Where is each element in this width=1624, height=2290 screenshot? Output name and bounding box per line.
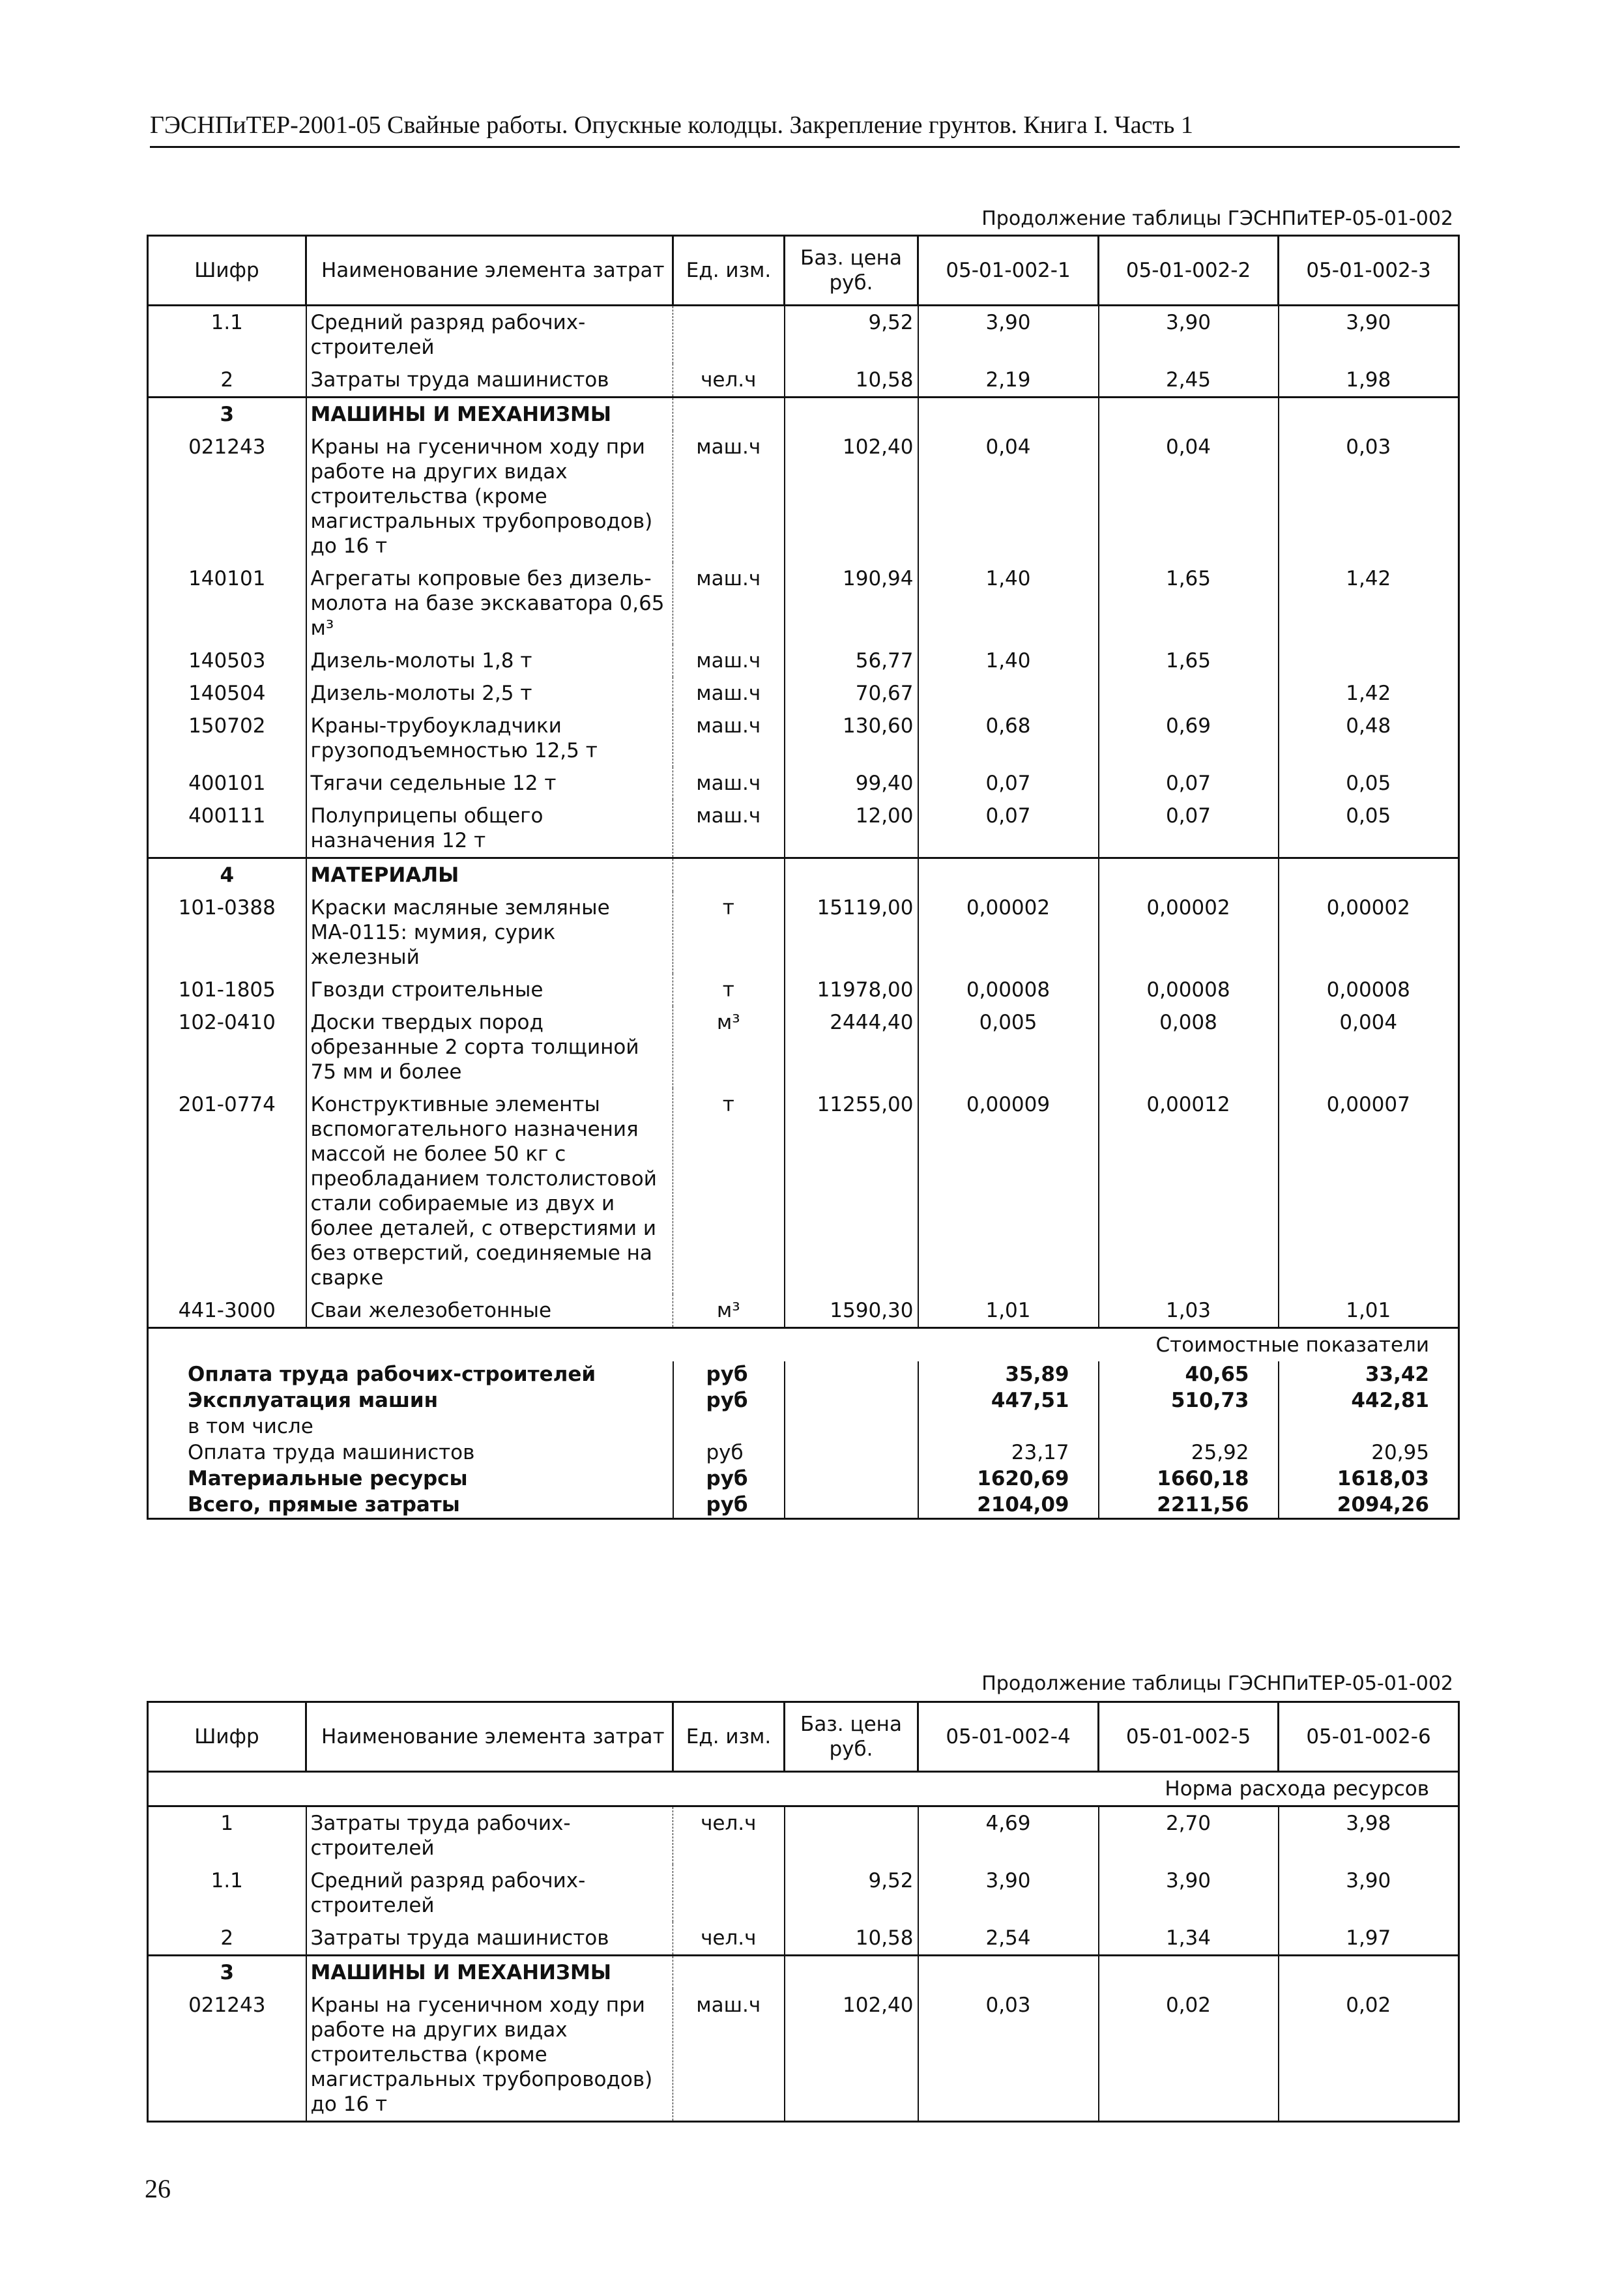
row-price: 56,77 [785, 645, 918, 677]
table-row [148, 1006, 1459, 1088]
col-header-variant: 05-01-002-5 [1099, 1702, 1279, 1772]
row-name: Гвозди строительные [306, 974, 673, 1006]
row-unit: т [673, 891, 785, 974]
row-code: 140101 [148, 562, 306, 645]
row-code: 400111 [148, 800, 306, 858]
summary-row [148, 1387, 1459, 1413]
row-value [918, 398, 1099, 431]
row-value: 0,02 [1346, 1993, 1391, 2017]
summary-value: 2211,56 [1099, 1492, 1279, 1519]
row-value: 3,90 [1346, 311, 1391, 334]
summary-unit: руб [673, 1387, 785, 1413]
resources-table-1 [147, 235, 1460, 1520]
row-price: 10,58 [785, 1922, 918, 1956]
row-name: Средний разряд рабочих-строителей [306, 1864, 673, 1922]
row-value: 1,98 [1346, 368, 1391, 392]
row-name: МАШИНЫ И МЕХАНИЗМЫ [306, 398, 673, 431]
resources-table-2 [147, 1701, 1460, 2123]
row-code: 150702 [148, 710, 306, 767]
row-unit: маш.ч [673, 677, 785, 710]
row-unit: м³ [673, 1294, 785, 1328]
section-row [148, 858, 1459, 892]
row-value: 0,07 [918, 767, 1099, 800]
row-price: 9,52 [785, 1864, 918, 1922]
summary-value: 23,17 [918, 1440, 1099, 1466]
row-code: 102-0410 [148, 1006, 306, 1088]
row-unit: маш.ч [673, 710, 785, 767]
row-value: 1,01 [918, 1294, 1099, 1328]
summary-unit: руб [673, 1361, 785, 1387]
table-2-body [148, 1772, 1459, 2122]
row-value: 0,00007 [1326, 1093, 1410, 1116]
row-value: 1,40 [918, 645, 1099, 677]
row-price: 15119,00 [785, 891, 918, 974]
summary-price-empty [785, 1492, 918, 1519]
summary-value: 442,81 [1279, 1387, 1459, 1413]
summary-value [1279, 1413, 1459, 1440]
row-unit: маш.ч [673, 562, 785, 645]
row-price [785, 1806, 918, 1865]
row-value: 0,00008 [1326, 978, 1410, 1002]
row-value: 0,00002 [918, 891, 1099, 974]
page-number: 26 [145, 2174, 171, 2203]
row-price: 11255,00 [785, 1088, 918, 1294]
row-name: Средний разряд рабочих-строителей [306, 306, 673, 364]
row-unit: м³ [673, 1006, 785, 1088]
summary-value: 40,65 [1099, 1361, 1279, 1387]
row-unit: т [673, 1088, 785, 1294]
row-unit: т [673, 974, 785, 1006]
col-header-variant: 05-01-002-2 [1099, 236, 1279, 306]
col-header-variant: 05-01-002-3 [1279, 236, 1459, 306]
summary-price-empty [785, 1413, 918, 1440]
summary-value [918, 1413, 1099, 1440]
row-price: 10,58 [785, 364, 918, 398]
summary-value: 1660,18 [1099, 1466, 1279, 1492]
row-price [785, 1956, 918, 1990]
row-unit [673, 1864, 785, 1922]
row-code: 140504 [148, 677, 306, 710]
row-code: 1.1 [148, 1864, 306, 1922]
row-value: 0,00008 [918, 974, 1099, 1006]
summary-name: Оплата труда рабочих-строителей [188, 1363, 596, 1386]
summary-value: 25,92 [1099, 1440, 1279, 1466]
row-value: 0,04 [1099, 431, 1279, 562]
row-name: Затраты труда машинистов [306, 364, 673, 398]
row-name: Конструктивные элементы вспомогательного назначения массой не более 50 кг с преобладанием толстолистовой стали собираемые из двух и более деталей, с отверстиями и без отверстий, соединяемые на сварке [306, 1088, 673, 1294]
row-value: 2,19 [918, 364, 1099, 398]
col-header-variant: 05-01-002-1 [918, 236, 1099, 306]
row-value: 1,40 [918, 562, 1099, 645]
col-header-variant: 05-01-002-6 [1279, 1702, 1459, 1772]
row-value: 3,90 [918, 306, 1099, 364]
summary-row [148, 1361, 1459, 1387]
table-1-summary [148, 1328, 1459, 1519]
row-value: 3,90 [918, 1864, 1099, 1922]
row-value [1279, 398, 1459, 431]
summary-value: 35,89 [918, 1361, 1099, 1387]
table-row [148, 677, 1459, 710]
row-code: 3 [148, 1956, 306, 1990]
summary-name: Материальные ресурсы [188, 1467, 468, 1490]
summary-value: 20,95 [1279, 1440, 1459, 1466]
cost-indicators-label: Стоимостные показатели [148, 1328, 1459, 1362]
table-row [148, 1806, 1459, 1865]
row-price: 11978,00 [785, 974, 918, 1006]
row-value: 0,00002 [1099, 891, 1279, 974]
row-value: 0,03 [918, 1989, 1099, 2122]
row-price: 190,94 [785, 562, 918, 645]
row-name: МАТЕРИАЛЫ [306, 858, 673, 892]
summary-value: 1618,03 [1279, 1466, 1459, 1492]
row-value [918, 858, 1099, 892]
row-code: 441-3000 [148, 1294, 306, 1328]
row-value: 1,03 [1099, 1294, 1279, 1328]
summary-row [148, 1440, 1459, 1466]
col-header-code: Шифр [148, 1702, 306, 1772]
summary-unit [673, 1413, 785, 1440]
row-unit: маш.ч [673, 431, 785, 562]
row-unit: чел.ч [673, 1806, 785, 1865]
table-row [148, 891, 1459, 974]
row-code: 2 [148, 364, 306, 398]
table-row [148, 800, 1459, 858]
row-price: 1590,30 [785, 1294, 918, 1328]
row-code: 2 [148, 1922, 306, 1956]
row-value [918, 1956, 1099, 1990]
table-row [148, 767, 1459, 800]
norm-label-row [148, 1772, 1459, 1806]
table-row [148, 710, 1459, 767]
row-name: Полуприцепы общего назначения 12 т [306, 800, 673, 858]
col-header-name: Наименование элемента затрат [306, 236, 673, 306]
row-name: Тягачи седельные 12 т [306, 767, 673, 800]
row-value: 0,00012 [1099, 1088, 1279, 1294]
row-name: Сваи железобетонные [306, 1294, 673, 1328]
table-continuation-label: Продолжение таблицы ГЭСНПиТЕР-05-01-002 [981, 1672, 1453, 1695]
norm-label: Норма расхода ресурсов [148, 1772, 1459, 1806]
row-unit: маш.ч [673, 1989, 785, 2122]
row-price: 130,60 [785, 710, 918, 767]
row-value: 0,00002 [1326, 896, 1410, 920]
row-name: Доски твердых пород обрезанные 2 сорта толщиной 75 мм и более [306, 1006, 673, 1088]
row-value: 1,42 [1346, 682, 1391, 705]
row-value: 0,008 [1099, 1006, 1279, 1088]
summary-value: 1620,69 [918, 1466, 1099, 1492]
row-name: Затраты труда рабочих-строителей [306, 1806, 673, 1865]
table-1-body [148, 306, 1459, 1328]
row-code: 1.1 [148, 306, 306, 364]
row-unit [673, 1956, 785, 1990]
row-value: 2,70 [1099, 1806, 1279, 1865]
row-code: 101-1805 [148, 974, 306, 1006]
summary-unit: руб [673, 1492, 785, 1519]
summary-value: 33,42 [1279, 1361, 1459, 1387]
row-price: 12,00 [785, 800, 918, 858]
col-header-price: Баз. цена руб. [785, 1702, 918, 1772]
table-row [148, 1088, 1459, 1294]
row-value: 1,34 [1099, 1922, 1279, 1956]
row-value: 0,48 [1346, 714, 1391, 738]
row-name: МАШИНЫ И МЕХАНИЗМЫ [306, 1956, 673, 1990]
page-header: ГЭСНПиТЕР-2001-05 Свайные работы. Опускные колодцы. Закрепление грунтов. Книга I. Часть 1 [150, 111, 1460, 148]
row-value: 0,69 [1099, 710, 1279, 767]
table-row [148, 431, 1459, 562]
summary-row [148, 1413, 1459, 1440]
row-code: 140503 [148, 645, 306, 677]
col-header-name: Наименование элемента затрат [306, 1702, 673, 1772]
table-row [148, 1922, 1459, 1956]
col-header-unit: Ед. изм. [673, 236, 785, 306]
row-value: 1,97 [1346, 1926, 1391, 1950]
row-value: 3,90 [1099, 306, 1279, 364]
summary-value: 2094,26 [1279, 1492, 1459, 1519]
row-unit: маш.ч [673, 767, 785, 800]
row-name: Краски масляные земляные МА-0115: мумия, сурик железный [306, 891, 673, 974]
row-value: 1,42 [1346, 567, 1391, 590]
row-name: Затраты труда машинистов [306, 1922, 673, 1956]
table-row [148, 562, 1459, 645]
row-price: 102,40 [785, 431, 918, 562]
row-value [1279, 1956, 1459, 1990]
row-unit [673, 306, 785, 364]
row-value [1279, 645, 1459, 677]
row-unit: чел.ч [673, 364, 785, 398]
row-code: 400101 [148, 767, 306, 800]
table-row [148, 306, 1459, 364]
table-row [148, 1864, 1459, 1922]
col-header-variant: 05-01-002-4 [918, 1702, 1099, 1772]
table-row [148, 974, 1459, 1006]
summary-name: Оплата труда машинистов [188, 1441, 475, 1464]
row-code: 1 [148, 1806, 306, 1865]
summary-row [148, 1492, 1459, 1519]
row-value: 0,004 [1339, 1011, 1398, 1034]
row-code: 201-0774 [148, 1088, 306, 1294]
row-value: 3,90 [1346, 1869, 1391, 1892]
table-row [148, 364, 1459, 398]
row-name: Краны на гусеничном ходу при работе на других видах строительства (кроме магистральных трубопроводов) до 16 т [306, 431, 673, 562]
row-price: 9,52 [785, 306, 918, 364]
row-value: 0,00008 [1099, 974, 1279, 1006]
row-code: 021243 [148, 1989, 306, 2122]
row-unit: маш.ч [673, 645, 785, 677]
row-code: 3 [148, 398, 306, 431]
row-price [785, 858, 918, 892]
row-value: 1,65 [1099, 562, 1279, 645]
row-value: 0,07 [1099, 767, 1279, 800]
row-value: 0,07 [1099, 800, 1279, 858]
row-value [1099, 858, 1279, 892]
row-value: 0,07 [918, 800, 1099, 858]
table-continuation-label: Продолжение таблицы ГЭСНПиТЕР-05-01-002 [981, 207, 1453, 230]
summary-unit: руб [673, 1466, 785, 1492]
row-value: 0,00009 [918, 1088, 1099, 1294]
col-header-code: Шифр [148, 236, 306, 306]
col-header-price: Баз. цена руб. [785, 236, 918, 306]
row-value [1099, 398, 1279, 431]
summary-price-empty [785, 1387, 918, 1413]
row-value: 0,005 [918, 1006, 1099, 1088]
summary-name: в том числе [188, 1415, 313, 1438]
summary-price-empty [785, 1440, 918, 1466]
row-value: 4,69 [918, 1806, 1099, 1865]
row-value: 0,68 [918, 710, 1099, 767]
summary-value: 510,73 [1099, 1387, 1279, 1413]
row-value: 1,01 [1346, 1299, 1391, 1322]
summary-unit: руб [673, 1440, 785, 1466]
row-price: 2444,40 [785, 1006, 918, 1088]
summary-price-empty [785, 1361, 918, 1387]
table-row [148, 1989, 1459, 2122]
row-value: 3,90 [1099, 1864, 1279, 1922]
row-unit [673, 858, 785, 892]
row-name: Краны-трубоукладчики грузоподъемностью 12,5 т [306, 710, 673, 767]
col-header-unit: Ед. изм. [673, 1702, 785, 1772]
section-row [148, 1956, 1459, 1990]
row-value: 2,45 [1099, 364, 1279, 398]
row-code: 4 [148, 858, 306, 892]
summary-row [148, 1466, 1459, 1492]
row-value: 0,04 [918, 431, 1099, 562]
row-price: 102,40 [785, 1989, 918, 2122]
row-price: 70,67 [785, 677, 918, 710]
row-name: Дизель-молоты 2,5 т [306, 677, 673, 710]
row-value [918, 677, 1099, 710]
row-name: Агрегаты копровые без дизель-молота на базе экскаватора 0,65 м³ [306, 562, 673, 645]
row-unit: маш.ч [673, 800, 785, 858]
cost-indicators-row [148, 1328, 1459, 1362]
summary-name: Эксплуатация машин [188, 1389, 439, 1412]
table-row [148, 645, 1459, 677]
summary-price-empty [785, 1466, 918, 1492]
section-row [148, 398, 1459, 431]
row-value [1279, 858, 1459, 892]
summary-value: 2104,09 [918, 1492, 1099, 1519]
row-price [785, 398, 918, 431]
row-price: 99,40 [785, 767, 918, 800]
row-value: 1,65 [1099, 645, 1279, 677]
row-value: 0,02 [1099, 1989, 1279, 2122]
row-value: 0,05 [1346, 772, 1391, 795]
row-value: 0,03 [1346, 435, 1391, 459]
row-value: 0,05 [1346, 804, 1391, 828]
row-value: 3,98 [1279, 1806, 1459, 1865]
row-value [1099, 677, 1279, 710]
row-code: 101-0388 [148, 891, 306, 974]
row-code: 021243 [148, 431, 306, 562]
row-value: 2,54 [918, 1922, 1099, 1956]
summary-value [1099, 1413, 1279, 1440]
summary-value: 447,51 [918, 1387, 1099, 1413]
table-row [148, 1294, 1459, 1328]
row-value [1099, 1956, 1279, 1990]
row-name: Дизель-молоты 1,8 т [306, 645, 673, 677]
row-unit [673, 398, 785, 431]
summary-name: Всего, прямые затраты [188, 1493, 460, 1516]
row-unit: чел.ч [673, 1922, 785, 1956]
row-name: Краны на гусеничном ходу при работе на других видах строительства (кроме магистральных трубопроводов) до 16 т [306, 1989, 673, 2122]
